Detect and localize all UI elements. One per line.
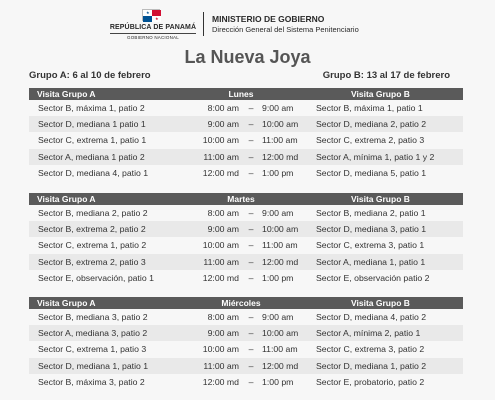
group-b-sector: Sector C, extrema 2, patio 3 <box>316 135 425 146</box>
group-b-sector: Sector D, mediana 2, patio 2 <box>316 119 427 130</box>
start-time: 12:00 md <box>202 376 239 387</box>
start-time: 8:00 am <box>207 312 239 322</box>
end-time: 1:00 pm <box>262 272 294 283</box>
group-b-sector: Sector D, mediana 5, patio 1 <box>316 167 427 178</box>
group-b-sector: Sector E, probatorio, patio 2 <box>316 376 425 387</box>
start-time: 9:00 am <box>207 328 239 339</box>
group-a-sector: Sector D, mediana 1, patio 1 <box>38 360 149 371</box>
document-header <box>0 0 495 44</box>
group-a-column-header: Visita Grupo A <box>37 194 96 204</box>
group-b-sector: Sector B, máxima 1, patio 1 <box>316 103 423 113</box>
time-separator: – <box>248 224 254 235</box>
government-name: GOBIERNO NACIONAL <box>110 33 196 40</box>
schedule-section <box>29 88 463 181</box>
day-header: Miércoles <box>221 298 261 308</box>
end-time: 11:00 am <box>262 135 298 146</box>
group-a-sector: Sector C, extrema 1, patio 3 <box>38 344 147 355</box>
group-b-sector: Sector A, mínima 1, patio 1 y 2 <box>316 151 435 162</box>
end-time: 10:00 am <box>262 224 299 235</box>
time-separator: – <box>248 119 254 130</box>
end-time: 9:00 am <box>262 208 294 218</box>
group-a-column-header: Visita Grupo A <box>37 298 96 308</box>
time-separator: – <box>248 208 254 218</box>
group-b-sector: Sector D, mediana 1, patio 2 <box>316 360 427 371</box>
republic-name: REPÚBLICA DE PANAMÁ <box>109 24 197 31</box>
end-time: 12:00 md <box>262 360 299 371</box>
table-row <box>29 132 463 148</box>
table-row <box>29 325 463 341</box>
time-separator: – <box>248 151 254 162</box>
group-a-sector: Sector D, mediana 1 patio 1 <box>38 119 146 130</box>
section-header <box>29 297 463 309</box>
group-b-sector: Sector C, extrema 3, patio 2 <box>316 344 425 355</box>
section-header <box>29 88 463 100</box>
schedule-section <box>29 193 463 286</box>
group-a-sector: Sector B, máxima 3, patio 2 <box>38 376 145 387</box>
time-separator: – <box>248 272 254 283</box>
time-separator: – <box>248 328 254 339</box>
time-separator: – <box>248 135 254 146</box>
start-time: 10:00 am <box>202 135 239 146</box>
table-row <box>29 149 463 165</box>
time-separator: – <box>248 376 254 387</box>
start-time: 8:00 am <box>207 208 239 218</box>
start-time: 9:00 am <box>207 224 239 235</box>
panama-flag-icon: ★ ★ <box>142 9 160 21</box>
time-separator: – <box>248 240 254 251</box>
table-row <box>29 254 463 270</box>
table-row <box>29 237 463 253</box>
end-time: 12:00 md <box>262 256 299 267</box>
start-time: 10:00 am <box>202 344 239 355</box>
group-a-dates: Grupo A: 6 al 10 de febrero <box>29 70 151 81</box>
schedule-section <box>29 297 463 390</box>
group-a-sector: Sector B, máxima 1, patio 2 <box>38 103 145 113</box>
group-a-sector: Sector A, mediana 1 patio 2 <box>38 151 145 162</box>
table-row <box>29 205 463 221</box>
start-time: 11:00 am <box>203 151 239 162</box>
group-a-sector: Sector A, mediana 3, patio 2 <box>38 328 148 339</box>
start-time: 10:00 am <box>202 240 239 251</box>
group-a-sector: Sector E, observación, patio 1 <box>38 272 154 283</box>
table-row <box>29 358 463 374</box>
start-time: 12:00 md <box>202 272 239 283</box>
group-b-sector: Sector B, mediana 2, patio 1 <box>316 208 426 218</box>
table-row <box>29 309 463 325</box>
end-time: 11:00 am <box>262 240 298 251</box>
start-time: 12:00 md <box>202 167 239 178</box>
group-a-sector: Sector B, mediana 3, patio 2 <box>38 312 148 322</box>
time-separator: – <box>248 256 254 267</box>
time-separator: – <box>248 103 254 113</box>
table-row <box>29 116 463 132</box>
group-b-sector: Sector C, extrema 3, patio 1 <box>316 240 425 251</box>
group-b-sector: Sector A, mediana 1, patio 1 <box>316 256 426 267</box>
group-a-sector: Sector C, extrema 1, patio 2 <box>38 240 147 251</box>
table-row <box>29 341 463 357</box>
group-a-column-header: Visita Grupo A <box>37 89 96 99</box>
table-row <box>29 221 463 237</box>
direction-name: Dirección General del Sistema Penitenciario <box>212 25 359 34</box>
day-header: Lunes <box>228 89 254 99</box>
start-time: 11:00 am <box>203 256 239 267</box>
time-separator: – <box>248 344 254 355</box>
time-separator: – <box>248 167 254 178</box>
table-row <box>29 165 463 181</box>
group-b-dates: Grupo B: 13 al 17 de febrero <box>322 70 450 81</box>
group-b-sector: Sector A, mínima 2, patio 1 <box>316 328 421 339</box>
page-title: La Nueva Joya <box>184 47 311 67</box>
end-time: 9:00 am <box>262 103 294 113</box>
time-separator: – <box>248 360 254 371</box>
group-b-column-header: Visita Grupo B <box>351 194 410 204</box>
section-header <box>29 193 463 205</box>
group-a-sector: Sector B, extrema 2, patio 3 <box>38 256 146 267</box>
end-time: 1:00 pm <box>262 376 294 387</box>
group-a-sector: Sector D, mediana 4, patio 1 <box>38 167 149 178</box>
end-time: 9:00 am <box>262 312 294 322</box>
group-a-sector: Sector C, extrema 1, patio 1 <box>38 135 147 146</box>
group-b-column-header: Visita Grupo B <box>351 89 410 99</box>
start-time: 11:00 am <box>203 360 239 371</box>
start-time: 9:00 am <box>207 119 239 130</box>
group-a-sector: Sector B, mediana 2, patio 2 <box>38 208 148 218</box>
group-b-sector: Sector E, observación patio 2 <box>316 272 430 283</box>
table-row <box>29 270 463 286</box>
group-b-sector: Sector D, mediana 4, patio 2 <box>316 312 427 322</box>
end-time: 10:00 am <box>262 328 299 339</box>
end-time: 1:00 pm <box>262 167 294 178</box>
day-header: Martes <box>227 194 255 204</box>
end-time: 11:00 am <box>262 344 298 355</box>
end-time: 12:00 md <box>262 151 299 162</box>
time-separator: – <box>248 312 254 322</box>
header-divider <box>203 12 204 36</box>
group-b-column-header: Visita Grupo B <box>351 298 410 308</box>
table-row <box>29 100 463 116</box>
end-time: 10:00 am <box>262 119 299 130</box>
ministry-name: MINISTERIO DE GOBIERNO <box>212 14 325 24</box>
group-b-sector: Sector D, mediana 3, patio 1 <box>316 224 427 235</box>
group-a-sector: Sector B, extrema 2, patio 2 <box>38 224 146 235</box>
table-row <box>29 374 463 390</box>
start-time: 8:00 am <box>207 103 239 113</box>
